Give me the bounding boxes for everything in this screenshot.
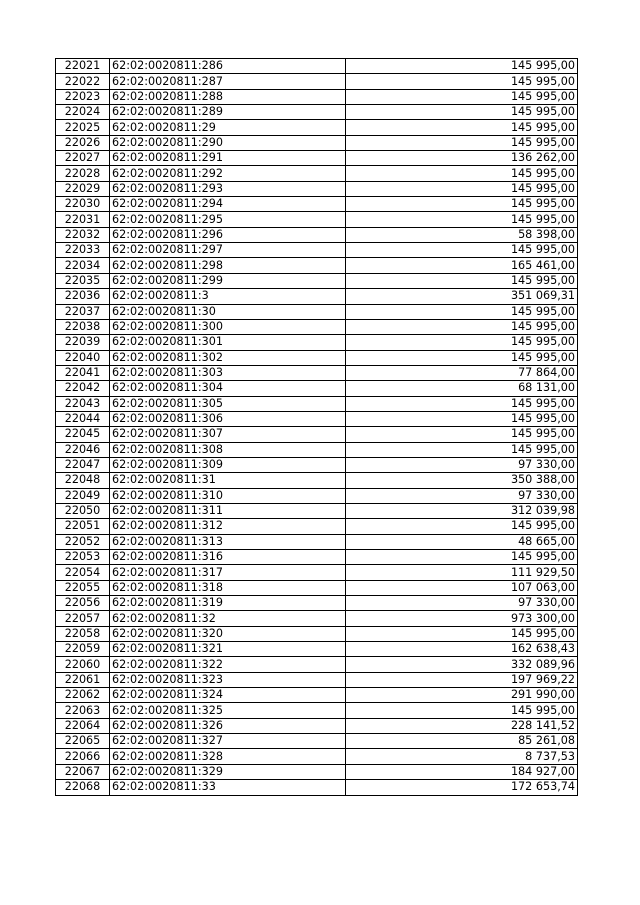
cadastral-number: 62:02:0020811:310 — [110, 488, 346, 503]
cadastral-number: 62:02:0020811:295 — [110, 212, 346, 227]
cadastral-number: 62:02:0020811:291 — [110, 151, 346, 166]
cadastral-number: 62:02:0020811:292 — [110, 166, 346, 181]
cadastral-value: 145 995,00 — [346, 243, 578, 258]
row-number: 22067 — [56, 764, 110, 779]
table-row — [56, 227, 578, 242]
table-row — [56, 350, 578, 365]
cadastral-number: 62:02:0020811:287 — [110, 74, 346, 89]
cadastral-number: 62:02:0020811:297 — [110, 243, 346, 258]
table-row — [56, 442, 578, 457]
cadastral-value: 145 995,00 — [346, 105, 578, 120]
cadastral-number: 62:02:0020811:312 — [110, 519, 346, 534]
cadastral-value: 145 995,00 — [346, 550, 578, 565]
table-row — [56, 580, 578, 595]
cadastral-number: 62:02:0020811:320 — [110, 626, 346, 641]
row-number: 22023 — [56, 89, 110, 104]
row-number: 22030 — [56, 197, 110, 212]
table-row — [56, 319, 578, 334]
row-number: 22027 — [56, 151, 110, 166]
cadastral-number: 62:02:0020811:33 — [110, 780, 346, 795]
table-row — [56, 596, 578, 611]
row-number: 22041 — [56, 365, 110, 380]
row-number: 22050 — [56, 503, 110, 518]
table-row — [56, 197, 578, 212]
row-number: 22056 — [56, 596, 110, 611]
cadastral-number: 62:02:0020811:298 — [110, 258, 346, 273]
cadastral-value: 973 300,00 — [346, 611, 578, 626]
cadastral-value: 145 995,00 — [346, 519, 578, 534]
cadastral-number: 62:02:0020811:319 — [110, 596, 346, 611]
row-number: 22045 — [56, 427, 110, 442]
cadastral-number: 62:02:0020811:307 — [110, 427, 346, 442]
table-row — [56, 688, 578, 703]
row-number: 22051 — [56, 519, 110, 534]
cadastral-value: 145 995,00 — [346, 304, 578, 319]
cadastral-value: 145 995,00 — [346, 442, 578, 457]
table-row — [56, 89, 578, 104]
row-number: 22029 — [56, 181, 110, 196]
row-number: 22028 — [56, 166, 110, 181]
cadastral-number: 62:02:0020811:302 — [110, 350, 346, 365]
cadastral-number: 62:02:0020811:288 — [110, 89, 346, 104]
cadastral-value: 145 995,00 — [346, 273, 578, 288]
cadastral-value: 145 995,00 — [346, 703, 578, 718]
cadastral-value: 184 927,00 — [346, 764, 578, 779]
row-number: 22066 — [56, 749, 110, 764]
table-row — [56, 304, 578, 319]
row-number: 22033 — [56, 243, 110, 258]
cadastral-number: 62:02:0020811:318 — [110, 580, 346, 595]
row-number: 22026 — [56, 135, 110, 150]
cadastral-value: 145 995,00 — [346, 197, 578, 212]
cadastral-value: 228 141,52 — [346, 718, 578, 733]
row-number: 22044 — [56, 411, 110, 426]
row-number: 22034 — [56, 258, 110, 273]
cadastral-value: 58 398,00 — [346, 227, 578, 242]
cadastral-number: 62:02:0020811:296 — [110, 227, 346, 242]
table-row — [56, 734, 578, 749]
row-number: 22063 — [56, 703, 110, 718]
table-row — [56, 135, 578, 150]
cadastral-value: 111 929,50 — [346, 565, 578, 580]
cadastral-value: 97 330,00 — [346, 457, 578, 472]
cadastral-number: 62:02:0020811:303 — [110, 365, 346, 380]
cadastral-value: 85 261,08 — [346, 734, 578, 749]
row-number: 22022 — [56, 74, 110, 89]
cadastral-number: 62:02:0020811:329 — [110, 764, 346, 779]
cadastral-number: 62:02:0020811:321 — [110, 642, 346, 657]
row-number: 22036 — [56, 289, 110, 304]
cadastral-value: 145 995,00 — [346, 166, 578, 181]
row-number: 22060 — [56, 657, 110, 672]
row-number: 22047 — [56, 457, 110, 472]
row-number: 22021 — [56, 59, 110, 74]
cadastral-number: 62:02:0020811:289 — [110, 105, 346, 120]
row-number: 22038 — [56, 319, 110, 334]
table-row — [56, 166, 578, 181]
cadastral-number: 62:02:0020811:31 — [110, 473, 346, 488]
table-row — [56, 411, 578, 426]
table-row — [56, 565, 578, 580]
cadastral-number: 62:02:0020811:294 — [110, 197, 346, 212]
cadastral-number: 62:02:0020811:306 — [110, 411, 346, 426]
table-row — [56, 105, 578, 120]
row-number: 22065 — [56, 734, 110, 749]
cadastral-number: 62:02:0020811:290 — [110, 135, 346, 150]
table-row — [56, 657, 578, 672]
row-number: 22031 — [56, 212, 110, 227]
row-number: 22039 — [56, 335, 110, 350]
table-row — [56, 780, 578, 795]
cadastral-value: 145 995,00 — [346, 59, 578, 74]
row-number: 22042 — [56, 381, 110, 396]
table-row — [56, 181, 578, 196]
row-number: 22049 — [56, 488, 110, 503]
cadastral-value: 48 665,00 — [346, 534, 578, 549]
cadastral-number: 62:02:0020811:325 — [110, 703, 346, 718]
cadastral-value: 77 864,00 — [346, 365, 578, 380]
cadastral-value: 107 063,00 — [346, 580, 578, 595]
row-number: 22068 — [56, 780, 110, 795]
table-row — [56, 672, 578, 687]
cadastral-number: 62:02:0020811:29 — [110, 120, 346, 135]
cadastral-number: 62:02:0020811:326 — [110, 718, 346, 733]
table-row — [56, 59, 578, 74]
cadastral-number: 62:02:0020811:286 — [110, 59, 346, 74]
table-row — [56, 718, 578, 733]
cadastral-number: 62:02:0020811:328 — [110, 749, 346, 764]
table-row — [56, 258, 578, 273]
table-row — [56, 503, 578, 518]
cadastral-value: 145 995,00 — [346, 396, 578, 411]
cadastral-number: 62:02:0020811:323 — [110, 672, 346, 687]
cadastral-value: 145 995,00 — [346, 626, 578, 641]
cadastral-value: 145 995,00 — [346, 181, 578, 196]
table-row — [56, 519, 578, 534]
table-row — [56, 764, 578, 779]
cadastral-value: 165 461,00 — [346, 258, 578, 273]
table-row — [56, 703, 578, 718]
row-number: 22054 — [56, 565, 110, 580]
row-number: 22024 — [56, 105, 110, 120]
table-row — [56, 427, 578, 442]
cadastral-value: 291 990,00 — [346, 688, 578, 703]
cadastral-number: 62:02:0020811:30 — [110, 304, 346, 319]
cadastral-value: 312 039,98 — [346, 503, 578, 518]
cadastral-value: 97 330,00 — [346, 488, 578, 503]
table-row — [56, 642, 578, 657]
table-row — [56, 289, 578, 304]
cadastral-value: 197 969,22 — [346, 672, 578, 687]
row-number: 22048 — [56, 473, 110, 488]
table-row — [56, 626, 578, 641]
table-row — [56, 611, 578, 626]
cadastral-number: 62:02:0020811:305 — [110, 396, 346, 411]
table-body — [56, 59, 578, 796]
cadastral-value: 351 069,31 — [346, 289, 578, 304]
cadastral-number: 62:02:0020811:311 — [110, 503, 346, 518]
table-row — [56, 243, 578, 258]
cadastral-number: 62:02:0020811:309 — [110, 457, 346, 472]
cadastral-number: 62:02:0020811:313 — [110, 534, 346, 549]
table-row — [56, 534, 578, 549]
cadastral-number: 62:02:0020811:300 — [110, 319, 346, 334]
table-row — [56, 212, 578, 227]
row-number: 22052 — [56, 534, 110, 549]
cadastral-number: 62:02:0020811:293 — [110, 181, 346, 196]
cadastral-number: 62:02:0020811:301 — [110, 335, 346, 350]
cadastral-value: 145 995,00 — [346, 350, 578, 365]
table-row — [56, 120, 578, 135]
cadastral-value: 145 995,00 — [346, 89, 578, 104]
row-number: 22057 — [56, 611, 110, 626]
row-number: 22025 — [56, 120, 110, 135]
cadastral-value: 162 638,43 — [346, 642, 578, 657]
cadastral-number: 62:02:0020811:299 — [110, 273, 346, 288]
table-row — [56, 151, 578, 166]
row-number: 22040 — [56, 350, 110, 365]
cadastral-number: 62:02:0020811:327 — [110, 734, 346, 749]
row-number: 22058 — [56, 626, 110, 641]
cadastral-number: 62:02:0020811:308 — [110, 442, 346, 457]
cadastral-value: 145 995,00 — [346, 74, 578, 89]
cadastral-number: 62:02:0020811:3 — [110, 289, 346, 304]
table-row — [56, 488, 578, 503]
row-number: 22062 — [56, 688, 110, 703]
cadastral-value: 8 737,53 — [346, 749, 578, 764]
cadastral-value: 332 089,96 — [346, 657, 578, 672]
table-row — [56, 473, 578, 488]
cadastral-value: 145 995,00 — [346, 212, 578, 227]
row-number: 22032 — [56, 227, 110, 242]
cadastral-value: 145 995,00 — [346, 120, 578, 135]
cadastral-number: 62:02:0020811:316 — [110, 550, 346, 565]
row-number: 22053 — [56, 550, 110, 565]
cadastral-number: 62:02:0020811:317 — [110, 565, 346, 580]
cadastral-value-table — [55, 58, 578, 796]
table-row — [56, 749, 578, 764]
table-row — [56, 335, 578, 350]
row-number: 22035 — [56, 273, 110, 288]
cadastral-value: 145 995,00 — [346, 135, 578, 150]
row-number: 22059 — [56, 642, 110, 657]
cadastral-value: 145 995,00 — [346, 335, 578, 350]
cadastral-value: 136 262,00 — [346, 151, 578, 166]
cadastral-value: 68 131,00 — [346, 381, 578, 396]
cadastral-number: 62:02:0020811:324 — [110, 688, 346, 703]
cadastral-value: 97 330,00 — [346, 596, 578, 611]
cadastral-value: 172 653,74 — [346, 780, 578, 795]
cadastral-number: 62:02:0020811:304 — [110, 381, 346, 396]
row-number: 22064 — [56, 718, 110, 733]
cadastral-number: 62:02:0020811:322 — [110, 657, 346, 672]
table-row — [56, 365, 578, 380]
table-row — [56, 381, 578, 396]
row-number: 22046 — [56, 442, 110, 457]
row-number: 22037 — [56, 304, 110, 319]
cadastral-value: 145 995,00 — [346, 411, 578, 426]
row-number: 22061 — [56, 672, 110, 687]
table-row — [56, 273, 578, 288]
row-number: 22043 — [56, 396, 110, 411]
table-row — [56, 396, 578, 411]
cadastral-value: 145 995,00 — [346, 427, 578, 442]
table-row — [56, 550, 578, 565]
row-number: 22055 — [56, 580, 110, 595]
table-row — [56, 74, 578, 89]
cadastral-number: 62:02:0020811:32 — [110, 611, 346, 626]
cadastral-value: 145 995,00 — [346, 319, 578, 334]
cadastral-value: 350 388,00 — [346, 473, 578, 488]
table-row — [56, 457, 578, 472]
